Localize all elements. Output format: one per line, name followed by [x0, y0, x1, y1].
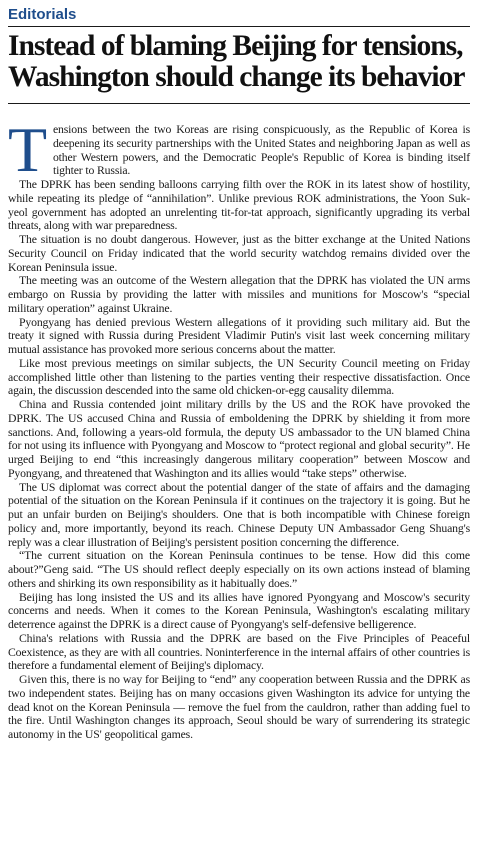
paragraph: The meeting was an outcome of the Western allegation that the DPRK has violated the UN arms embargo on Russia by providing the latter with missiles and munitions for Moscow's “special military operation” against Ukraine.: [8, 274, 470, 315]
paragraph: The US diplomat was correct about the potential danger of the state of affairs and the damaging potential of the situation on the Korean Peninsula if it continues on the trajectory it is going. But he put an unfair burden on Beijing's shoulders. One that is both incompatible with Chinese foreign policy and, more importantly, beyond its reach. Chinese Deputy UN Ambassador Geng Shuang's reply was a clear illustration of Beijing's persistent position concerning the difference.: [8, 480, 470, 549]
paragraph: The situation is no doubt dangerous. However, just as the bitter exchange at the United Nations Security Council on Friday indicated that the world security watchdog remains divided over the Korean Peninsula issue.: [8, 233, 470, 274]
paragraph: Beijing has long insisted the US and its allies have ignored Pyongyang and Moscow's security concerns and needs. When it comes to the Korean Peninsula, Washington's escalating military deterrence against the DPRK is a direct cause of Pyongyang's self-defensive belligerence.: [8, 590, 470, 631]
paragraph: The DPRK has been sending balloons carrying filth over the ROK in its latest show of hostility, while repeating its pledge of “annihilation”. Unlike previous ROK administrations, the Yoon Suk-yeol government has adopted an unrelenting tit-for-tat approach, significantly upgrading its verbal threats, along with war preparedness.: [8, 178, 470, 233]
drop-cap: T: [8, 114, 47, 185]
headline-divider: [8, 103, 470, 104]
paragraph: “The current situation on the Korean Peninsula continues to be tense. How did this come about?”Geng said. “The US should reflect deeply especially on its own actions instead of blaming others and shirking its own responsibility as it habitually does.”: [8, 549, 470, 590]
section-label: Editorials: [8, 6, 77, 23]
paragraph: Given this, there is no way for Beijing to “end” any cooperation between Russia and the DPRK as two independent states. Beijing has on many occasions given Washington its advice for untying the dead knot on the Korean Peninsula — remove the fuel from the cauldron, rather than adding fuel to the fire. Until Washington changes its approach, Seoul should be wary of surrendering its strategic autonomy in the US' geopolitical games.: [8, 673, 470, 741]
article-body: [8, 114, 470, 742]
paragraph: China and Russia contended joint military drills by the US and the ROK have provoked the DPRK. The US accused China and Russia of emboldening the DPRK by shielding it from more sanctions. And, following a years-old formula, the deputy US ambassador to the UN blamed China for not using its influence with Pyongyang and Moscow to “protect regional and global security”. He urged Beijing to end “this increasingly dangerous military cooperation” between Moscow and Pyongyang, and threatened that Washington and its allies would “take steps” otherwise.: [8, 398, 470, 480]
paragraph: Pyongyang has denied previous Western allegations of it providing such military aid. But the treaty it signed with Russia during President Vladimir Putin's visit last week concerning military mutual assistance has provoked more serious concerns about the matter.: [8, 315, 470, 356]
section-divider: [8, 26, 470, 27]
headline: Instead of blaming Beijing for tensions, Washington should change its behavior: [8, 30, 465, 93]
paragraph: China's relations with Russia and the DPRK are based on the Five Principles of Peaceful Coexistence, as they are with all countries. Noninterference in the internal affairs of other countries is therefore a fundamental element of Beijing's diplomacy.: [8, 631, 470, 673]
paragraph-1: [8, 114, 470, 185]
paragraph-1-text: ensions between the two Koreas are rising conspicuously, as the Republic of Korea is deepening its security partnerships with the United States and neighboring Japan as well as other Western powers, and the Democratic People's Republic of Korea is binding itself tighter to Russia.: [52, 123, 470, 178]
paragraph: Like most previous meetings on similar subjects, the UN Security Council meeting on Friday accomplished little other than listening to the parties venting their respective dissatisfaction. Once again, the discussion descended into the same old chicken-or-egg causality dilemma.: [8, 356, 470, 398]
